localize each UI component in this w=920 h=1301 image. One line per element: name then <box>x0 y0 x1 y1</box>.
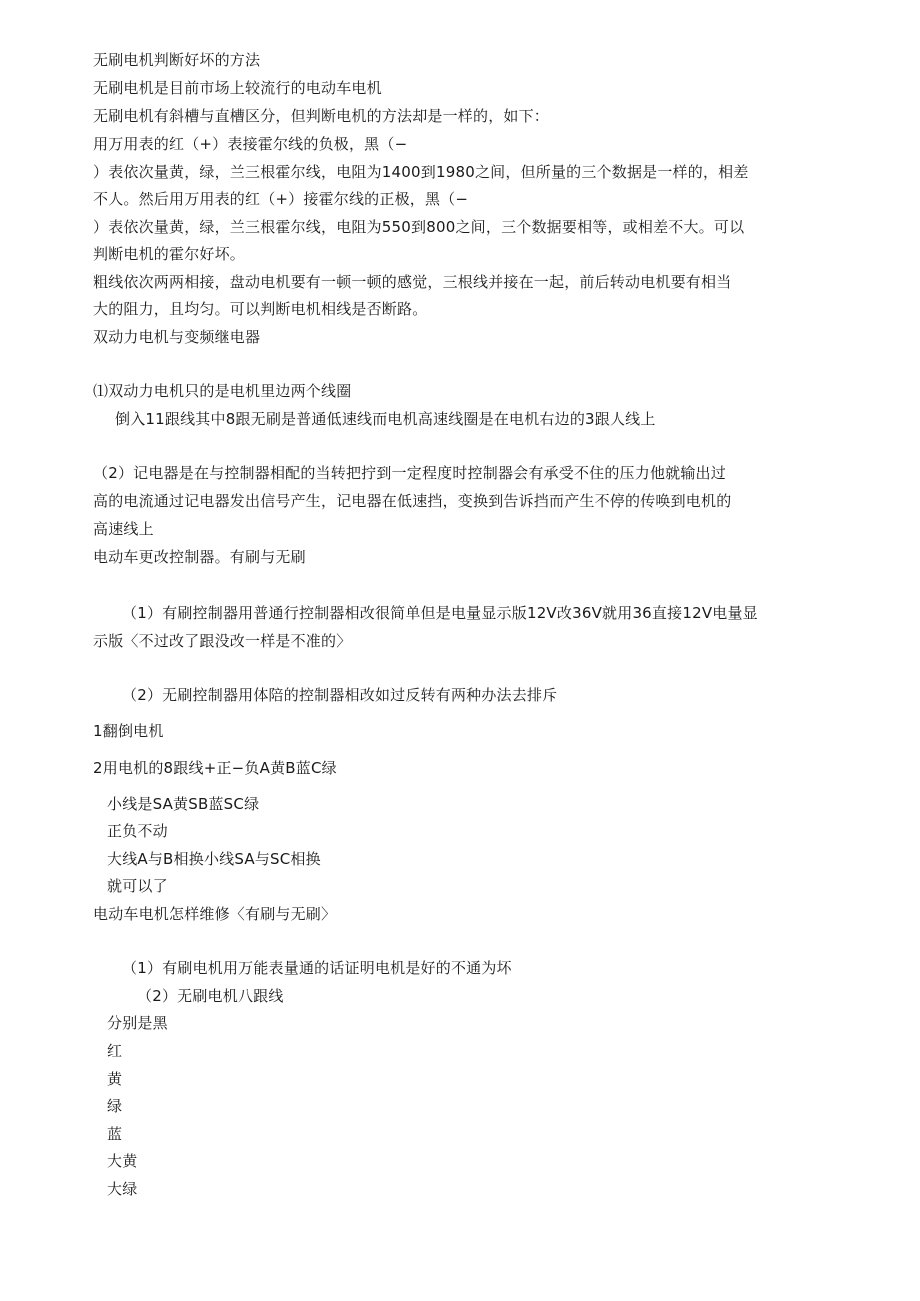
paragraph-line: 用万用表的红（+）表接霍尔线的负极，黑（− <box>93 135 408 153</box>
paragraph-line: 高速线上 <box>93 520 154 538</box>
list-item: 小线是SA黄SB蓝SC绿 <box>107 795 260 813</box>
paragraph-line: ⑴双动力电机只的是电机里边两个线圈 <box>93 382 352 400</box>
paragraph-line: （1）有刷控制器用普通行控制器相改很简单但是电量显示版12V改36V就用36直接12V电量显 <box>122 604 758 622</box>
list-item: 蓝 <box>107 1125 123 1143</box>
section-heading: 双动力电机与变频继电器 <box>93 328 261 346</box>
list-item: 绿 <box>107 1097 123 1115</box>
paragraph-line: 粗线依次两两相接，盘动电机要有一顿一顿的感觉，三根线并接在一起，前后转动电机要有相当 <box>93 273 732 291</box>
paragraph-line: 判断电机的霍尔好坏。 <box>93 245 246 263</box>
paragraph-line: 无刷电机是目前市场上较流行的电动车电机 <box>93 79 382 97</box>
list-item: 大绿 <box>107 1180 138 1198</box>
paragraph-line: 示版〈不过改了跟没改一样是不准的〉 <box>93 632 352 650</box>
paragraph-line: 不人。然后用万用表的红（+）接霍尔线的正极，黑（− <box>93 190 469 208</box>
paragraph-line: （2）记电器是在与控制器相配的当转把拧到一定程度时控制器会有承受不住的压力他就输出过 <box>93 464 726 482</box>
paragraph-line: 2用电机的8跟线+正−负A黄B蓝C绿 <box>93 759 337 777</box>
list-item: 就可以了 <box>107 877 168 895</box>
paragraph-line: 无刷电机有斜槽与直槽区分，但判断电机的方法却是一样的，如下： <box>93 107 550 125</box>
paragraph-line: 高的电流通过记电器发出信号产生，记电器在低速挡，变换到告诉挡而产生不停的传唤到电机的 <box>93 492 732 510</box>
list-item: 大线A与B相换小线SA与SC相换 <box>107 850 321 868</box>
list-item: 分别是黑 <box>107 1014 168 1032</box>
list-item: 黄 <box>107 1070 123 1088</box>
paragraph-line: （1）有刷电机用万能表量通的话证明电机是好的不通为坏 <box>122 959 512 977</box>
list-item: 红 <box>107 1042 123 1060</box>
list-item: 大黄 <box>107 1152 138 1170</box>
doc-title: 无刷电机判断好坏的方法 <box>93 51 261 69</box>
section-heading: 电动车更改控制器。有刷与无刷 <box>93 548 306 566</box>
paragraph-line: ）表依次量黄，绿，兰三根霍尔线，电阻为550到800之间，三个数据要相等，或相差不大。可以 <box>93 218 745 236</box>
list-item: 正负不动 <box>107 822 168 840</box>
paragraph-line: ）表依次量黄，绿，兰三根霍尔线，电阻为1400到1980之间，但所量的三个数据是一样的，相差 <box>93 163 749 181</box>
paragraph-line: 1翻倒电机 <box>93 722 164 740</box>
paragraph-line: 倒入11跟线其中8跟无刷是普通低速线而电机高速线圈是在电机右边的3跟人线上 <box>115 410 656 428</box>
section-heading: 电动车电机怎样维修〈有刷与无刷〉 <box>93 905 337 923</box>
paragraph-line: 大的阻力，且均匀。可以判断电机相线是否断路。 <box>93 300 428 318</box>
paragraph-line: （2）无刷电机八跟线 <box>137 987 284 1005</box>
paragraph-line: （2）无刷控制器用体陪的控制器相改如过反转有两种办法去排斥 <box>122 686 558 704</box>
